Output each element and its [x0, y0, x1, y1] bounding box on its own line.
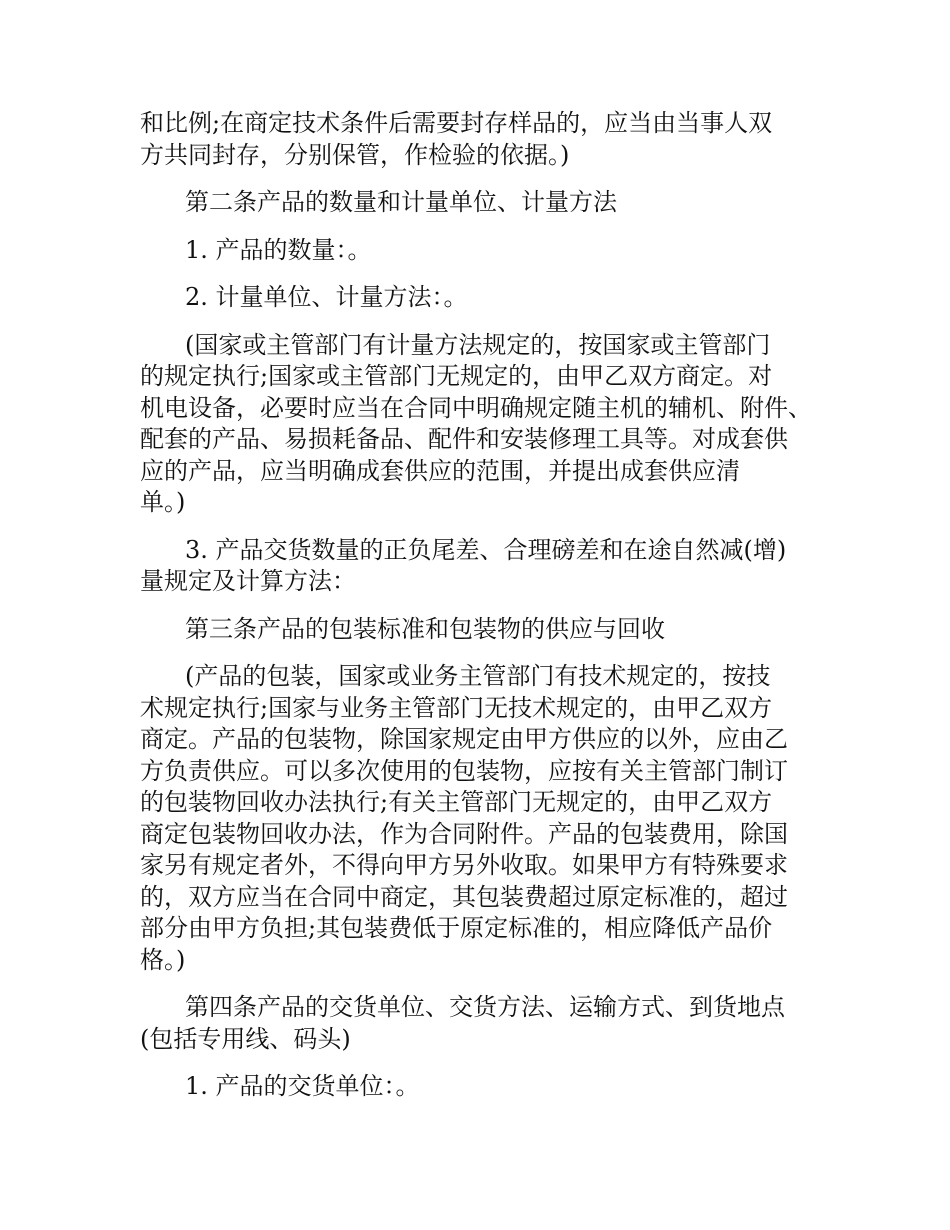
- paragraph-packaging-rules: [140, 661, 815, 976]
- text-line: 商定。产品的包装物，除国家规定由甲方供应的以外，应由乙: [140, 725, 788, 753]
- item-delivery-unit: [140, 1071, 815, 1103]
- text-line: 第二条产品的数量和计量单位、计量方法: [185, 188, 617, 216]
- item-delivery-tolerance: [140, 535, 815, 598]
- item-measurement-unit: [140, 282, 815, 314]
- text-line: 第四条产品的交货单位、交货方法、运输方式、到货地点: [185, 993, 785, 1021]
- text-line: (产品的包装，国家或业务主管部门有技术规定的，按技: [185, 662, 771, 690]
- text-line: (国家或主管部门有计量方法规定的，按国家或主管部门: [185, 330, 771, 359]
- paragraph-measurement-rules: [140, 330, 815, 519]
- text-line: 方负责供应。可以多次使用的包装物，应按有关主管部门制订: [140, 756, 788, 785]
- text-line: 部分由甲方负担;其包装费低于原定标准的，相应降低产品价: [140, 914, 773, 942]
- text-line: (包括专用线、码头): [140, 1024, 351, 1053]
- article-2-heading: [140, 187, 815, 219]
- text-line: 和比例;在商定技术条件后需要封存样品的，应当由当事人双: [140, 109, 773, 137]
- text-line: 术规定执行;国家与业务主管部门无技术规定的，由甲乙双方: [140, 693, 773, 722]
- text-line: 方共同封存，分别保管，作检验的依据。): [140, 140, 570, 169]
- text-line: 2. 计量单位、计量方法：。: [185, 283, 468, 311]
- text-line: 的，双方应当在合同中商定，其包装费超过原定标准的，超过: [140, 882, 788, 911]
- text-line: 配套的产品、易损耗备品、配件和安装修理工具等。对成套供: [140, 425, 788, 453]
- item-product-quantity: [140, 235, 815, 267]
- text-line: 第三条产品的包装标准和包装物的供应与回收: [185, 614, 665, 643]
- article-3-heading: [140, 614, 815, 646]
- text-line: 家另有规定者外，不得向甲方另外收取。如果甲方有特殊要求: [140, 851, 788, 879]
- text-line: 3. 产品交货数量的正负尾差、合理磅差和在途自然减(增): [185, 535, 787, 564]
- text-line: 商定包装物回收办法，作为合同附件。产品的包装费用，除国: [140, 819, 788, 848]
- text-line: 的包装物回收办法执行;有关主管部门无规定的，由甲乙双方: [140, 788, 773, 816]
- text-line: 的规定执行;国家或主管部门无规定的，由甲乙双方商定。对: [140, 362, 773, 390]
- document-page: [140, 108, 815, 1103]
- text-line: 应的产品，应当明确成套供应的范围，并提出成套供应清: [140, 456, 740, 485]
- text-line: 1. 产品的交货单位：。: [185, 1072, 420, 1100]
- text-line: 单。): [140, 488, 186, 516]
- article-4-heading: [140, 992, 815, 1055]
- paragraph-sample-sealing: [140, 108, 815, 171]
- text-line: 机电设备，必要时应当在合同中明确规定随主机的辅机、附件、: [140, 393, 812, 422]
- text-line: 量规定及计算方法：: [140, 567, 356, 595]
- text-line: 格。): [140, 945, 186, 974]
- text-line: 1. 产品的数量：。: [185, 235, 372, 264]
